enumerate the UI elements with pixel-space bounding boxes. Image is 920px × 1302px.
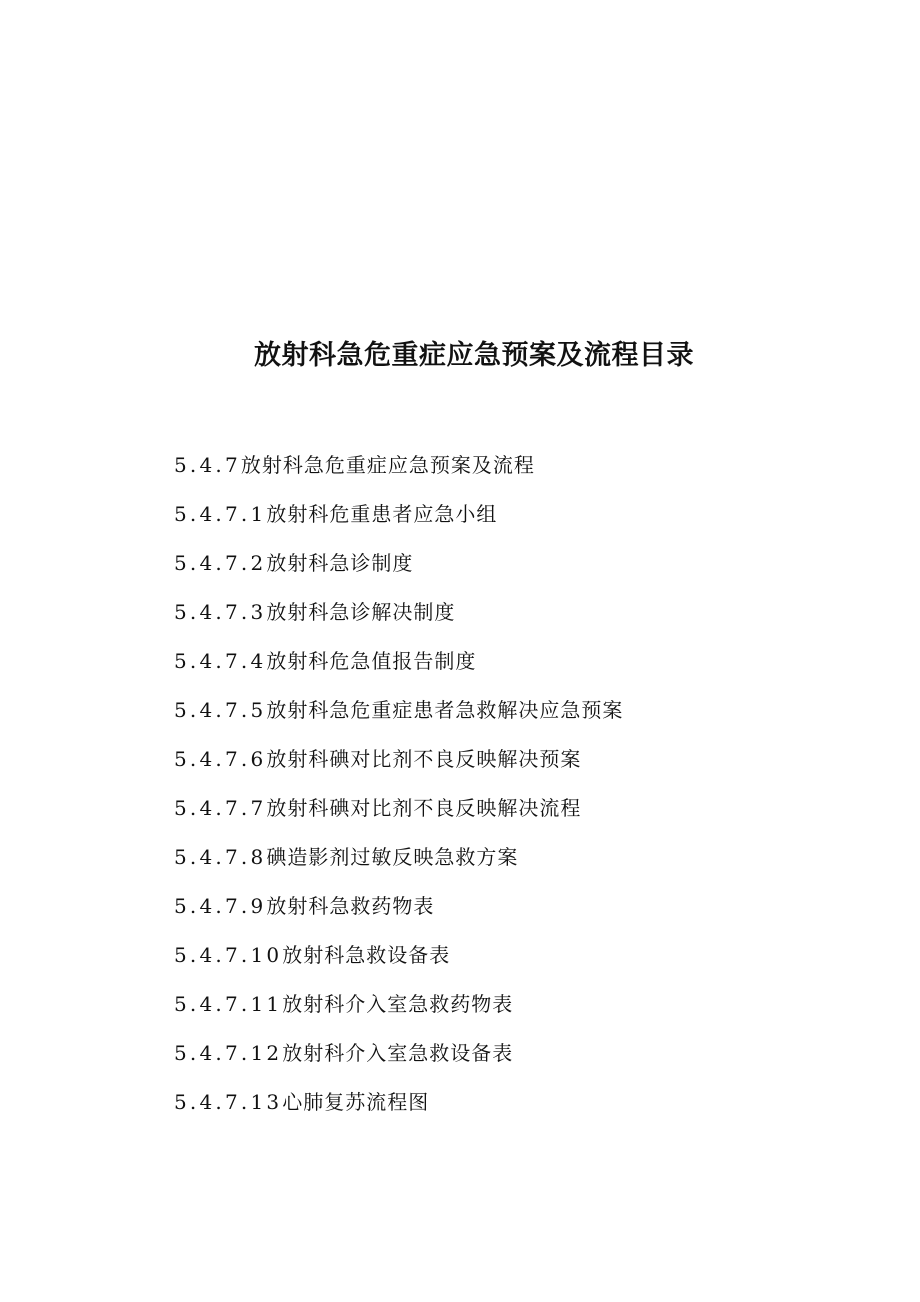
toc-item [174, 935, 874, 984]
toc-item [174, 445, 874, 494]
toc-item [174, 837, 874, 886]
toc-item-number: 5.4.7.12 [174, 1041, 283, 1065]
toc-item [174, 739, 874, 788]
toc-item-number: 5.4.7.10 [174, 943, 283, 967]
toc-item-number: 5.4.7 [174, 453, 241, 477]
toc-item-title: 放射科介入室急救药物表 [282, 992, 514, 1016]
document-title: 放射科急危重症应急预案及流程目录 [254, 340, 694, 372]
toc-item [174, 1082, 874, 1131]
toc-item-title: 放射科急危重症患者急救解决应急预案 [266, 698, 624, 722]
toc-item-number: 5.4.7.3 [174, 600, 267, 624]
toc-item-title: 放射科急危重症应急预案及流程 [240, 453, 535, 477]
toc-item-number: 5.4.7.6 [174, 747, 267, 771]
toc-item-title: 放射科碘对比剂不良反映解决流程 [266, 796, 582, 820]
toc-item-number: 5.4.7.5 [174, 698, 267, 722]
toc-item [174, 592, 874, 641]
table-of-contents [174, 445, 874, 1131]
toc-item-number: 5.4.7.13 [174, 1090, 283, 1114]
toc-item-number: 5.4.7.8 [174, 845, 267, 869]
toc-item [174, 1033, 874, 1082]
toc-item-number: 5.4.7.11 [174, 992, 283, 1016]
toc-item [174, 543, 874, 592]
toc-item [174, 788, 874, 837]
toc-item [174, 690, 874, 739]
toc-item-number: 5.4.7.7 [174, 796, 267, 820]
toc-item-title: 放射科碘对比剂不良反映解决预案 [266, 747, 582, 771]
toc-item-title: 放射科急诊制度 [266, 551, 414, 575]
toc-item-title: 碘造影剂过敏反映急救方案 [266, 845, 519, 869]
toc-item-title: 放射科急救药物表 [266, 894, 435, 918]
toc-item-title: 心肺复苏流程图 [282, 1090, 430, 1114]
toc-item [174, 641, 874, 690]
toc-item [174, 984, 874, 1033]
toc-item-title: 放射科急诊解决制度 [266, 600, 456, 624]
toc-item-number: 5.4.7.9 [174, 894, 267, 918]
toc-item-title: 放射科危急值报告制度 [266, 649, 477, 673]
toc-item-title: 放射科危重患者应急小组 [266, 502, 498, 526]
toc-item-title: 放射科介入室急救设备表 [282, 1041, 514, 1065]
toc-item-number: 5.4.7.2 [174, 551, 267, 575]
toc-item-title: 放射科急救设备表 [282, 943, 451, 967]
toc-item [174, 494, 874, 543]
toc-item-number: 5.4.7.1 [174, 502, 267, 526]
toc-item [174, 886, 874, 935]
toc-item-number: 5.4.7.4 [174, 649, 267, 673]
